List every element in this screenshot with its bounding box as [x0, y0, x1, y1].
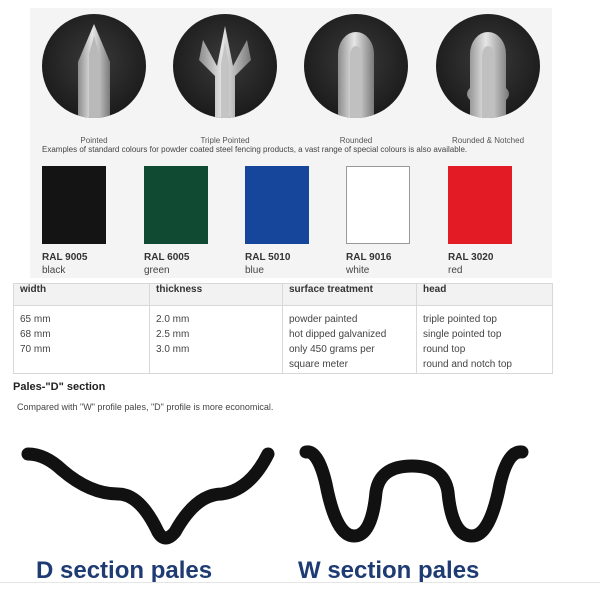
- head-types-and-colours-panel: [30, 8, 552, 278]
- width-value: 70 mm: [20, 344, 51, 355]
- head-rounded: [304, 14, 408, 145]
- colour-box: [144, 166, 208, 244]
- section-title: Pales-"D" section: [13, 381, 106, 393]
- colour-box: [346, 166, 410, 244]
- head-cell: [417, 306, 553, 374]
- head-label: Rounded: [339, 136, 373, 145]
- head-value: single pointed top: [423, 329, 502, 340]
- ral-code: RAL 5010: [245, 252, 291, 263]
- treatment-value: only 450 grams per: [289, 344, 375, 355]
- width-cell: [14, 306, 150, 374]
- triple-pointed-head-icon: [173, 14, 277, 118]
- head-value: triple pointed top: [423, 314, 497, 325]
- thickness-cell: [150, 306, 283, 374]
- head-pointed: [42, 14, 146, 145]
- table-header-row: [14, 284, 553, 306]
- colour-name: black: [42, 265, 66, 276]
- d-section-profile-icon: [28, 454, 268, 538]
- header-width: width: [14, 284, 150, 306]
- head-types-row: [30, 14, 552, 144]
- swatch-green: [144, 166, 208, 276]
- ral-code: RAL 9005: [42, 252, 88, 263]
- swatch-black: [42, 166, 106, 276]
- thickness-value: 2.0 mm: [156, 314, 190, 325]
- width-value: 68 mm: [20, 329, 51, 340]
- ral-code: RAL 3020: [448, 252, 494, 263]
- head-label: Pointed: [80, 136, 108, 145]
- width-value: 65 mm: [20, 314, 51, 325]
- pointed-head-icon: [42, 14, 146, 118]
- head-label: Rounded & Notched: [451, 136, 525, 145]
- head-label: Triple Pointed: [200, 136, 250, 145]
- colour-name: red: [448, 265, 463, 276]
- colour-box: [245, 166, 309, 244]
- head-value: round and notch top: [423, 359, 512, 370]
- ral-code: RAL 6005: [144, 252, 190, 263]
- section-note: Compared with "W" profile pales, "D" profile is more economical.: [17, 402, 274, 412]
- colour-intro-text: Examples of standard colours for powder coated steel fencing products, a vast range of special colours is also available.: [42, 145, 468, 154]
- treatment-value: hot dipped galvanized: [289, 329, 387, 340]
- header-surface-treatment: surface treatment: [283, 284, 417, 306]
- thickness-value: 3.0 mm: [156, 344, 190, 355]
- colour-box: [448, 166, 512, 244]
- swatch-blue: [245, 166, 309, 276]
- head-value: round top: [423, 344, 466, 355]
- treatment-value: square meter: [289, 359, 348, 370]
- colour-box: [42, 166, 106, 244]
- ral-code: RAL 9016: [346, 252, 392, 263]
- thickness-value: 2.5 mm: [156, 329, 190, 340]
- colour-name: blue: [245, 265, 264, 276]
- w-section-caption: W section pales: [298, 557, 480, 584]
- table-row: [14, 306, 553, 374]
- w-section-profile-icon: [306, 452, 522, 536]
- bottom-divider: [0, 582, 600, 583]
- rounded-notched-head-icon: [436, 14, 540, 118]
- surface-treatment-cell: [283, 306, 417, 374]
- head-triple-pointed: [173, 14, 277, 145]
- header-thickness: thickness: [150, 284, 283, 306]
- rounded-head-icon: [304, 14, 408, 118]
- specifications-table: [13, 283, 553, 374]
- head-rounded-notched: [436, 14, 540, 145]
- colour-name: green: [144, 265, 170, 276]
- treatment-value: powder painted: [289, 314, 358, 325]
- swatch-white: [346, 166, 410, 276]
- colour-name: white: [346, 265, 370, 276]
- swatch-red: [448, 166, 512, 276]
- d-section-caption: D section pales: [36, 557, 213, 584]
- profile-shapes: [0, 432, 600, 562]
- header-head: head: [417, 284, 553, 306]
